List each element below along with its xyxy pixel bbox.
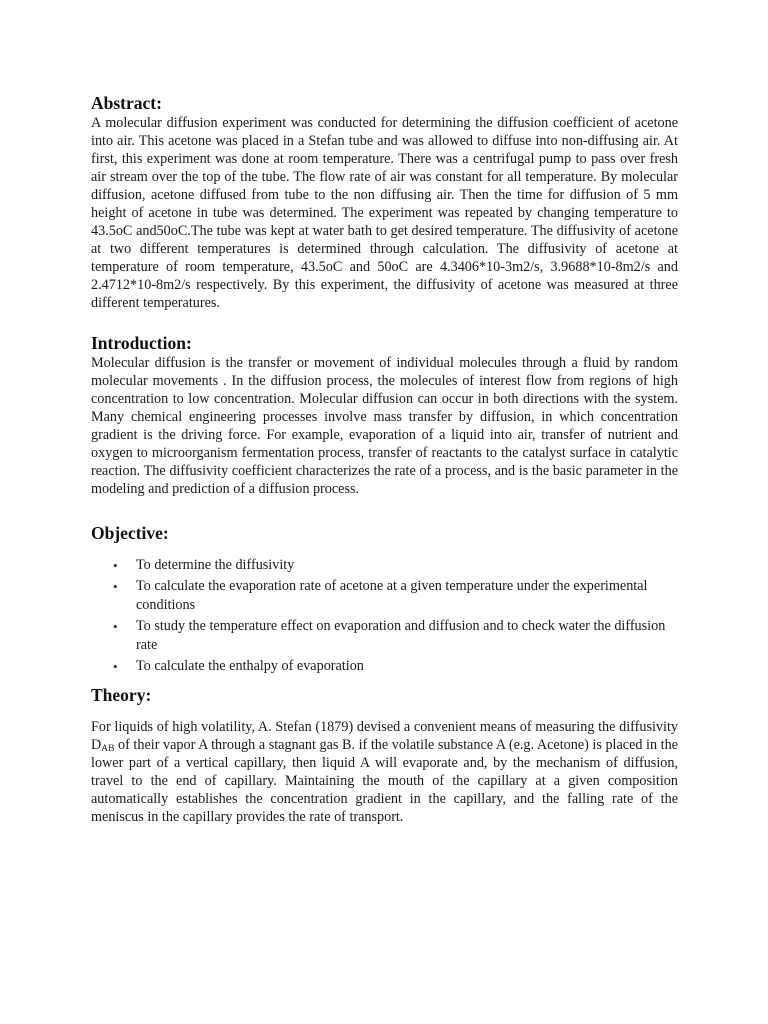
list-item-text: To calculate the evaporation rate of acetone at a given temperature under the experimental conditions (136, 577, 648, 613)
list-item-text: To calculate the enthalpy of evaporation (136, 657, 364, 674)
list-item-text: To study the temperature effect on evaporation and diffusion and to check water the diffusion rate (136, 617, 666, 653)
theory-body (91, 718, 678, 826)
abstract-section (91, 92, 678, 312)
list-item (91, 657, 678, 677)
bullet-icon: • (113, 658, 118, 674)
objective-section (91, 522, 678, 676)
theory-subscript: AB (101, 744, 115, 754)
objective-list (91, 556, 678, 676)
theory-heading: Theory: (91, 685, 152, 705)
theory-text-part1: For liquids of high volatility, A. Stefan (1879) devised a convenient means of measuring the diffusivity D (91, 719, 678, 753)
list-item (91, 617, 678, 656)
list-item (91, 556, 678, 576)
introduction-body: Molecular diffusion is the transfer or movement of individual molecules through a fluid by random molecular movements . In the diffusion process, the molecules of interest flow from regions of high concentration to low concentration. Molecular diffusion can occur in both directions with the system. Many chemical engineering processes involve mass transfer by diffusion, in which concentration gradient is the driving force. For example, evaporation of a liquid into air, transfer of nutrient and oxygen to microorganism fermentation process, transfer of reactants to the catalyst surface in catalytic reaction. The diffusivity coefficient characterizes the rate of a process, and is the basic parameter in the modeling and prediction of a diffusion process. (91, 355, 678, 497)
objective-heading: Objective: (91, 523, 169, 543)
bullet-icon: • (113, 558, 118, 573)
list-item (91, 577, 678, 616)
introduction-heading: Introduction: (91, 333, 192, 353)
abstract-body: A molecular diffusion experiment was conducted for determining the diffusion coefficient of acetone into air. This acetone was placed in a Stefan tube and was allowed to diffuse into non-diffusing air. At first, this experiment was done at room temperature. There was a centrifugal pump to pass over fresh air stream over the top of the tube. The flow rate of air was constant for all temperature. By molecular diffusion, acetone diffused from tube to the non diffusing air. Then the time for diffusion of 5 mm height of acetone in tube was determined. The experiment was repeated by changing temperature to 43.5oC and50oC.The tube was kept at water bath to get desired temperature. The diffusivity of acetone at two different temperatures is determined through calculation. The diffusivity of acetone at temperature of room temperature, 43.5oC and 50oC are 4.3406*10-3m2/s, 3.9688*10-8m2/s and 2.4712*10-8m2/s respectively. By this experiment, the diffusivity of acetone was measured at three different temperatures. (91, 115, 678, 311)
list-item-text: To determine the diffusivity (136, 557, 295, 573)
abstract-heading: Abstract: (91, 93, 162, 113)
bullet-icon: • (113, 578, 118, 594)
introduction-section (91, 332, 678, 498)
theory-section (91, 684, 678, 826)
bullet-icon: • (113, 618, 118, 634)
theory-text-part2: of their vapor A through a stagnant gas B. if the volatile substance A (e.g. Acetone) is placed in the lower part of a vertical capillary, then liquid A will evaporate and, by the mechanism of diffusion, travel to the end of capillary. Maintaining the mouth of the capillary at a given composition automatically establishes the concentration gradient in the capillary, and the falling rate of the meniscus in the capillary provides the rate of transport. (91, 737, 678, 825)
document-page (91, 92, 678, 826)
